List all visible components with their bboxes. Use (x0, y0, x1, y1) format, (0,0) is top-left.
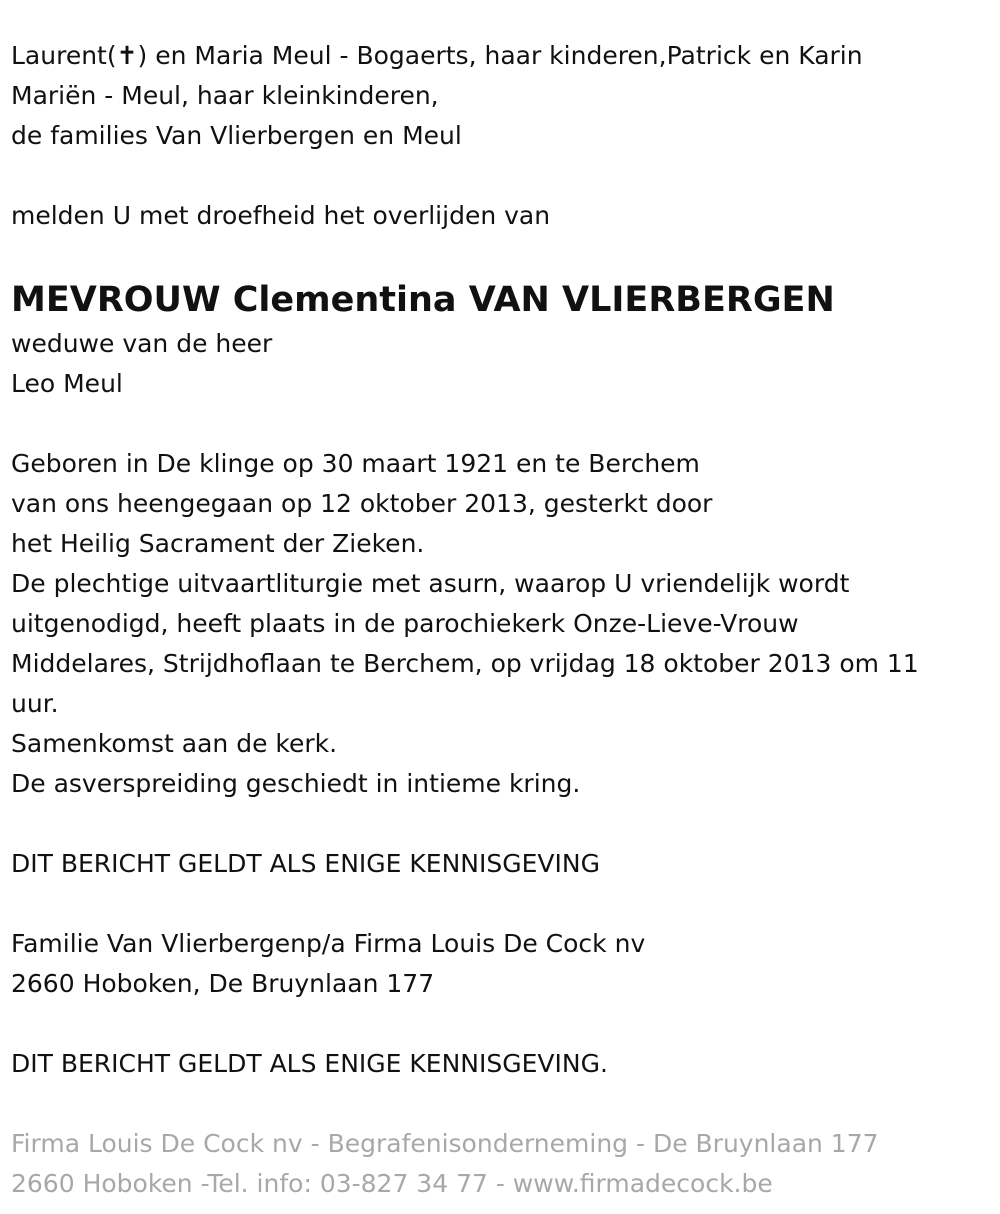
details-line-5: uitgenodigd, heeft plaats in de parochiekerk Onze-Lieve-Vrouw (11, 609, 799, 638)
details-block (11, 444, 986, 804)
death-notice (11, 36, 986, 1204)
details-line-8: Samenkomst aan de kerk. (11, 729, 338, 758)
intro-text: melden U met droefheid het overlijden van (11, 201, 551, 230)
spacer (11, 156, 986, 196)
relation-line-1: weduwe van de heer (11, 329, 273, 358)
family-line-2: Mariën - Meul, haar kleinkinderen, (11, 81, 439, 110)
contact-line-1: Familie Van Vlierbergenp/a Firma Louis De Cock nv (11, 929, 646, 958)
contact-block (11, 924, 986, 1004)
footer-line-2: 2660 Hoboken -Tel. info: 03-827 34 77 - www.firmadecock.be (11, 1169, 773, 1198)
relation-line-2: Leo Meul (11, 369, 123, 398)
spacer (11, 804, 986, 844)
details-line-6: Middelares, Strijdhoflaan te Berchem, op vrijdag 18 oktober 2013 om 11 (11, 649, 919, 678)
spacer (11, 404, 986, 444)
family-block (11, 36, 986, 156)
family-line-3: de families Van Vlierbergen en Meul (11, 121, 462, 150)
details-line-7: uur. (11, 689, 59, 718)
footer-line-1: Firma Louis De Cock nv - Begrafenisonderneming - De Bruynlaan 177 (11, 1129, 879, 1158)
funeral-home-footer (11, 1124, 986, 1204)
family-line-1: Laurent(✝) en Maria Meul - Bogaerts, haar kinderen,Patrick en Karin (11, 41, 863, 70)
details-line-4: De plechtige uitvaartliturgie met asurn, waarop U vriendelijk wordt (11, 569, 850, 598)
spacer (11, 884, 986, 924)
notice-text-2: DIT BERICHT GELDT ALS ENIGE KENNISGEVING. (11, 1049, 608, 1078)
spacer (11, 1084, 986, 1124)
spacer (11, 1004, 986, 1044)
details-line-1: Geboren in De klinge op 30 maart 1921 en te Berchem (11, 449, 700, 478)
details-line-3: het Heilig Sacrament der Zieken. (11, 529, 425, 558)
details-line-2: van ons heengegaan op 12 oktober 2013, gesterkt door (11, 489, 713, 518)
notice-text-1: DIT BERICHT GELDT ALS ENIGE KENNISGEVING (11, 849, 600, 878)
spacer (11, 236, 986, 276)
deceased-name: MEVROUW Clementina VAN VLIERBERGEN (11, 280, 835, 320)
relation-block (11, 324, 986, 404)
contact-line-2: 2660 Hoboken, De Bruynlaan 177 (11, 969, 435, 998)
details-line-9: De asverspreiding geschiedt in intieme kring. (11, 769, 581, 798)
